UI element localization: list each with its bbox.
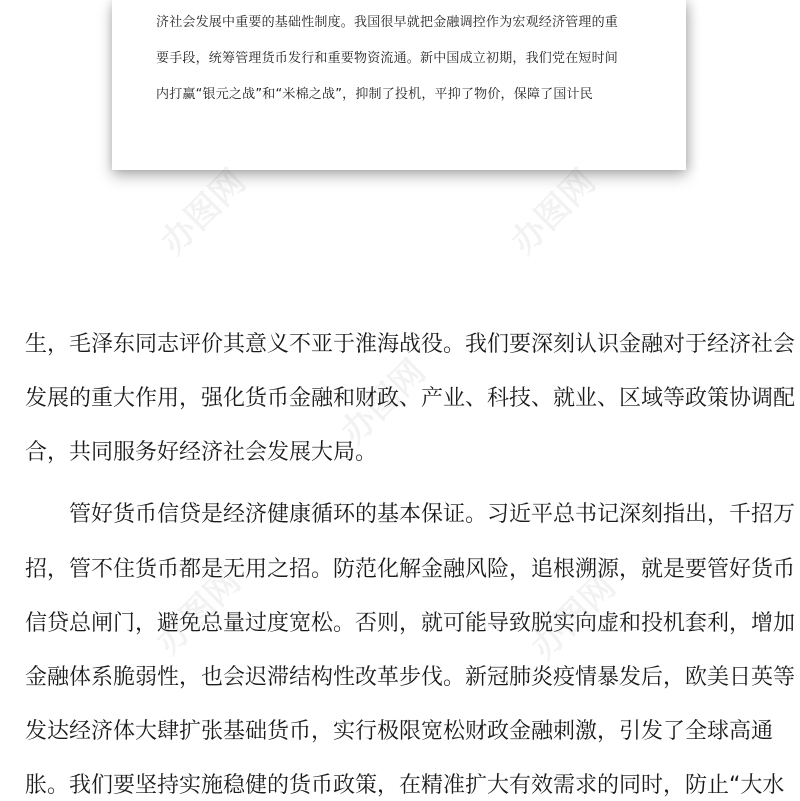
watermark: 办图网 <box>148 561 249 663</box>
body-text-line: 信贷总闸门，避免总量过度宽松。否则，就可能导致脱实向虚和投机套利，增加 <box>25 611 796 636</box>
body-text-line: 胀。我们要坚持实施稳健的货币政策，在精准扩大有效需求的同时，防止“大水 <box>25 773 785 798</box>
body-text-line: 金融体系脆弱性，也会迟滞结构性改革步伐。新冠肺炎疫情暴发后，欧美日英等 <box>25 665 796 690</box>
body-text-line: 招，管不住货币都是无用之招。防范化解金融风险，追根溯源，就是要管好货币 <box>25 557 796 582</box>
watermark: 办图网 <box>153 161 254 263</box>
watermark: 办图网 <box>523 566 624 668</box>
body-text-line: 管好货币信贷是经济健康循环的基本保证。习近平总书记深刻指出，千招万 <box>25 502 796 527</box>
card-text-line: 内打赢“银元之战”和“米棉之战”，抑制了投机，平抑了物价，保障了国计民 <box>156 87 593 102</box>
card-text-line: 济社会发展中重要的基础性制度。我国很早就把金融调控作为宏观经济管理的重 <box>156 15 619 30</box>
body-text-line: 合，共同服务好经济社会发展大局。 <box>25 440 378 465</box>
quote-card <box>112 0 686 170</box>
watermark: 办图网 <box>333 351 434 453</box>
body-text-line: 生，毛泽东同志评价其意义不亚于淮海战役。我们要深刻认识金融对于经济社会 <box>25 332 796 357</box>
body-text-line: 发达经济体大肆扩张基础货币，实行极限宽松财政金融刺激，引发了全球高通 <box>25 719 774 744</box>
body-text-line: 发展的重大作用，强化货币金融和财政、产业、科技、就业、区域等政策协调配 <box>25 386 796 411</box>
watermark: 办图网 <box>503 161 604 263</box>
card-text-line: 要手段，统筹管理货币发行和重要物资流通。新中国成立初期，我们党在短时间 <box>156 51 619 66</box>
